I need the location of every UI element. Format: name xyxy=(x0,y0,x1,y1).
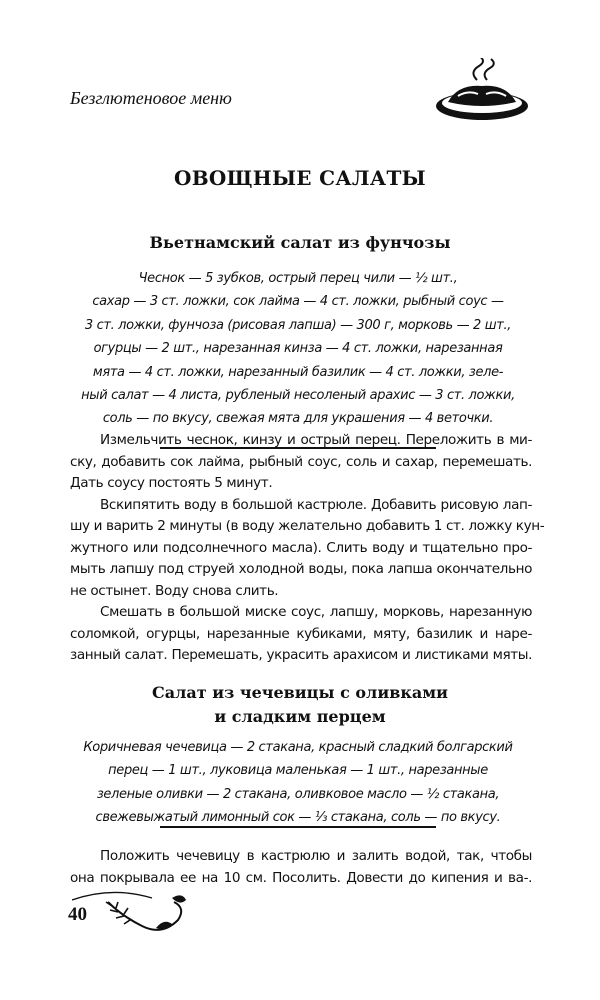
method-line: занный салат. Перемешать, украсить арахисом и листиками мяты. xyxy=(70,647,532,663)
ingredient-line: соль — по вкусу, свежая мята для украшения — 4 веточки. xyxy=(102,411,494,427)
page-number: 40 xyxy=(68,904,87,925)
recipe-title xyxy=(0,231,600,255)
recipe-title-line: и сладким перцем xyxy=(214,707,386,726)
method-line: Вскипятить воду в большой кастрюле. Добавить рисовую лап- xyxy=(100,496,532,513)
dish-icon xyxy=(432,58,532,130)
ingredient-line: перец — 1 шт., луковица маленькая — 1 шт., нарезанные xyxy=(108,763,488,779)
method-line: мыть лапшу под струей холодной воды, пока лапша окончательно xyxy=(70,561,532,577)
method-line: она покрывала ее на 10 см. Посолить. Довести до кипения и ва-. xyxy=(70,869,532,886)
running-header: Безглютеновое меню xyxy=(70,88,232,108)
method-line: шу и варить 2 минуты (в воду желательно добавить 1 ст. ложку кун- xyxy=(70,518,545,534)
method-text xyxy=(70,846,532,889)
recipe-title-line: Вьетнамский салат из фунчозы xyxy=(149,233,451,252)
ingredient-line: ный салат — 4 листа, рубленый несоленый арахис — 3 ст. ложки, xyxy=(81,388,515,404)
method-line: Смешать в большой миске соус, лапшу, морковь, нарезанную xyxy=(100,604,532,620)
divider-rule xyxy=(160,826,436,828)
method-line: жутного или подсолнечного масла). Слить воду и тщательно про- xyxy=(70,539,532,556)
method-text xyxy=(70,430,545,667)
method-line: ску, добавить сок лайма, рыбный соус, соль и сахар, перемешать. xyxy=(70,453,532,470)
ingredients-list xyxy=(62,267,534,431)
ingredient-line: 3 ст. ложки, фунчоза (рисовая лапша) — 300 г, морковь — 2 шт., xyxy=(84,317,512,333)
ingredient-line: Коричневая чечевица — 2 стакана, красный сладкий болгарский xyxy=(83,740,513,755)
method-line: Дать соусу постоять 5 минут. xyxy=(70,475,273,491)
floral-ornament-icon xyxy=(72,888,192,944)
method-line: Положить чечевицу в кастрюлю и залить водой, так, чтобы xyxy=(100,848,532,864)
ingredient-line: свежевыжатый лимонный сок — ⅓ стакана, соль — по вкусу. xyxy=(95,810,501,826)
ingredients-list xyxy=(62,736,534,830)
method-line: соломкой, огурцы, нарезанные кубиками, мяту, базилик и наре- xyxy=(70,625,532,642)
recipe-title-line: Салат из чечевицы с оливками xyxy=(151,683,448,702)
ingredient-line: Чеснок — 5 зубков, острый перец чили — ½ шт., xyxy=(138,271,458,286)
ingredient-line: огурцы — 2 шт., нарезанная кинза — 4 ст. ложки, нарезанная xyxy=(93,341,503,357)
ingredient-line: мята — 4 ст. ложки, нарезанный базилик — 4 ст. ложки, зеле- xyxy=(92,364,504,380)
method-line: Измельчить чеснок, кинзу и острый перец. Переложить в ми- xyxy=(100,432,532,448)
recipe-title xyxy=(0,681,600,729)
chapter-title: ОВОЩНЫЕ САЛАТЫ xyxy=(173,166,427,190)
ingredient-line: зеленые оливки — 2 стакана, оливковое масло — ½ стакана, xyxy=(96,786,500,802)
method-line: не остынет. Воду снова слить. xyxy=(70,582,279,599)
ingredient-line: сахар — 3 ст. ложки, сок лайма — 4 ст. ложки, рыбный соус — xyxy=(92,294,504,310)
